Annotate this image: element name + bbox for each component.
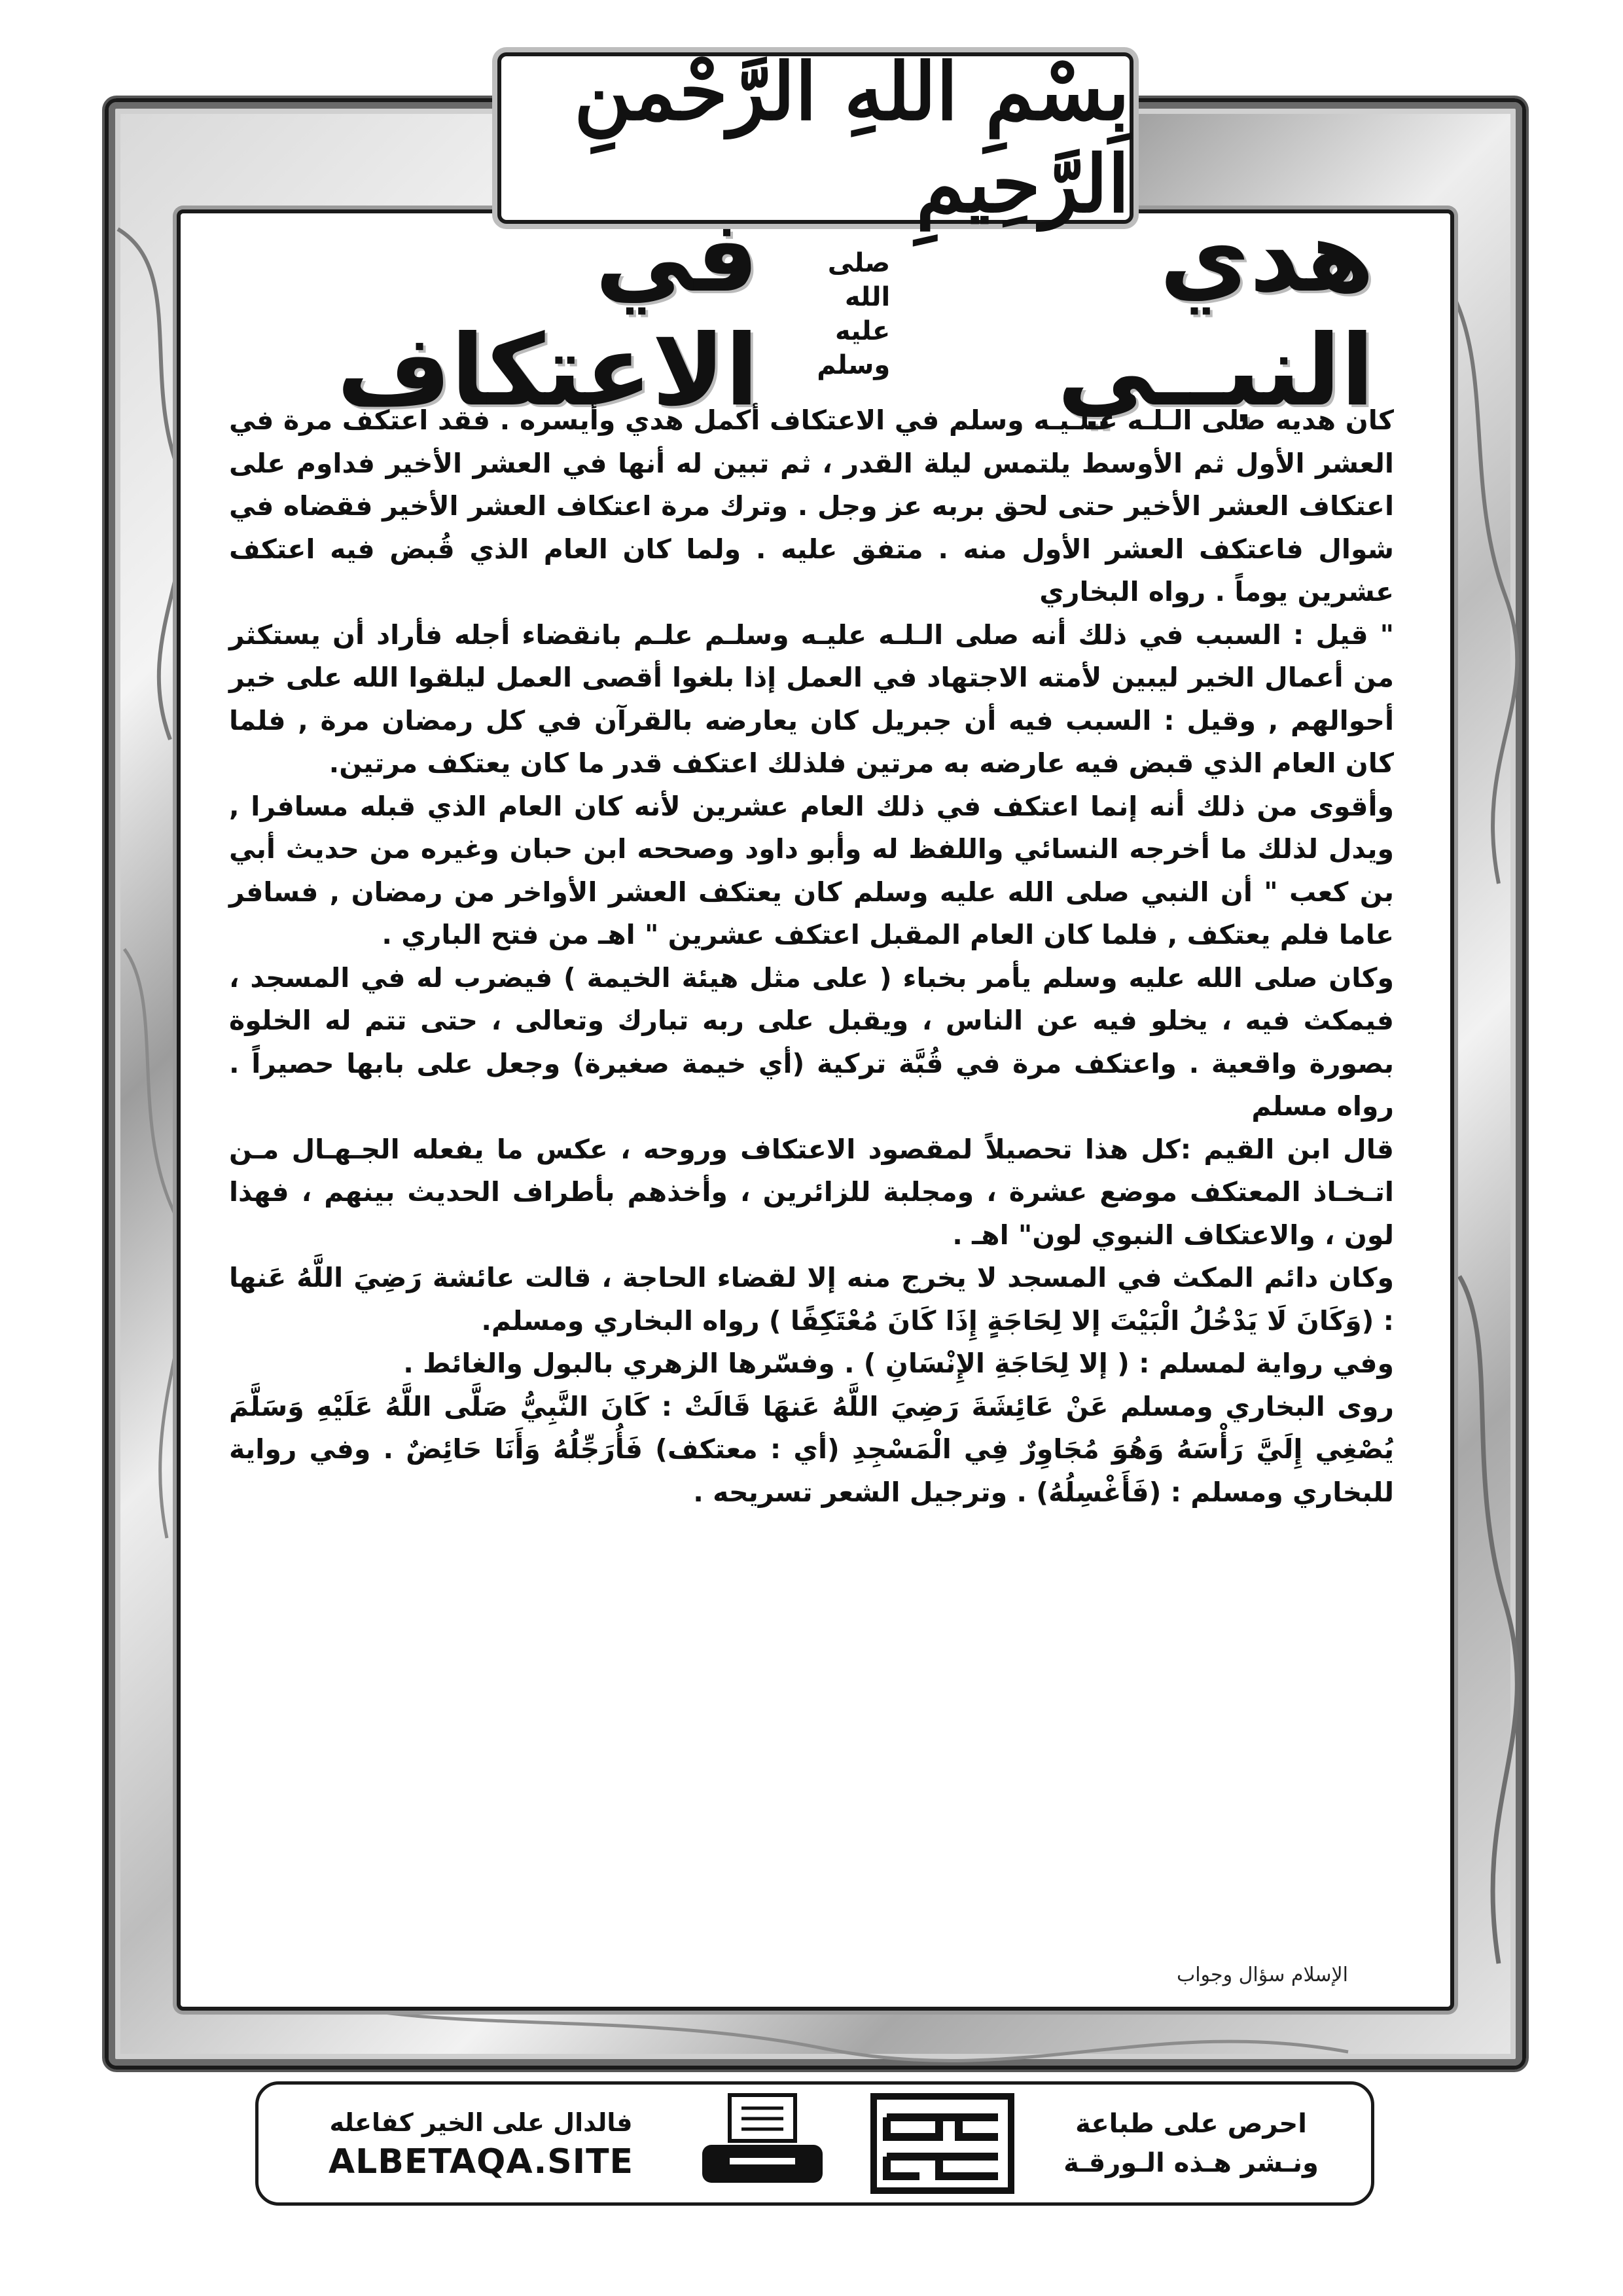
footer-site-block xyxy=(298,2104,664,2183)
print-reminder-line-1: احرص على طباعة xyxy=(1075,2109,1307,2139)
paragraph-8: روى البخاري ومسلم عَنْ عَائِشَةَ رَضِيَ اللَّهُ عَنهَا قَالَتْ : كَانَ النَّبِيُّ صَلَّى اللَّهُ عَلَيْهِ وَسَلَّمَ يُصْغِي إِلَيَّ رَأْسَهُ وَهُوَ مُجَاوِرٌ فِي الْمَسْجِدِ (أي : معتكف) فَأُرَجِّلُهُ وَأَنَا حَائِضٌ . وفي رواية للبخاري ومسلم : (فَأَغْسِلُهُ) . وترجيل الشعر تسريحه . xyxy=(229,1390,1394,1508)
paragraph-7: وفي رواية لمسلم : ( إلا لِحَاجَةِ الإِنْسَانِ ) . وفسّرها الزهري بالبول والغائط . xyxy=(403,1348,1394,1379)
print-reminder xyxy=(1050,2104,1332,2183)
paragraph-1: كان هديه صلى الـلـه عـلـيـه وسلم في الاعتكاف أكمل هدي وأيسره . فقد اعتكف مرة في العشر الأول ثم الأوسط يلتمس ليلة القدر ، ثم تبين له أنها في العشر الأخير فداوم على اعتكاف العشر الأخير حتى لحق بربه عز وجل . وترك مرة اعتكاف العشر الأخير فقضاه في شوال فاعتكف العشر الأول منه . متفق عليه . ولما كان العام الذي قُبض فيه اعتكف عشرين يوماً . رواه البخاري xyxy=(229,404,1394,607)
paragraph-3: وأقوى من ذلك أنه إنما اعتكف في ذلك العام عشرين لأنه كان العام الذي قبله مسافرا , ويدل لذلك ما أخرجه النسائي واللفظ له وأبو داود وصححه ابن حبان وغيره من حديث أبي بن كعب " أن النبي صلى الله عليه وسلم كان يعتكف العشر الأواخر من رمضان , فسافر عاما فلم يعتكف , فلما كان العام المقبل اعتكف عشرين " اهـ من فتح الباري . xyxy=(229,790,1394,950)
printer-icon xyxy=(690,2091,834,2196)
source-credit: الإسلام سؤال وجواب xyxy=(1176,1964,1348,1986)
salawat-line-2: عليه وسلم xyxy=(817,316,891,380)
footer-bar xyxy=(255,2081,1374,2206)
salawat-line-1: صلى الله xyxy=(827,248,891,312)
paragraph-4: وكان صلى الله عليه وسلم يأمر بخباء ( على مثل هيئة الخيمة ) فيضرب له في المسجد ، فيمكث فيه ، يخلو فيه عن الناس ، ويقبل على ربه تبارك وتعالى ، حتى تتم له الخلوة بصورة واقعية . واعتكف مرة في قُبَّة تركية (أي خيمة صغيرة) وجعل على بابها حصيراً . رواه مسلم xyxy=(229,961,1394,1122)
page-title xyxy=(249,200,1374,428)
paragraph-6: وكان دائم المكث في المسجد لا يخرج منه إلا لقضاء الحاجة ، قالت عائشة رَضِيَ اللَّهُ عَنها : (وَكَانَ لَا يَدْخُلُ الْبَيْتَ إلا لِحَاجَةٍ إِذَا كَانَ مُعْتَكِفًا ) رواه البخاري ومسلم. xyxy=(229,1262,1394,1336)
site-link[interactable]: ALBETAQA.SITE xyxy=(328,2142,634,2181)
salawat-mark xyxy=(777,246,890,382)
article-body xyxy=(229,399,1394,1514)
logo-lettering: دعوة الورقة xyxy=(919,2141,965,2151)
dawat-alwaraqa-logo xyxy=(861,2091,1024,2196)
paragraph-5: قال ابن القيم :كل هذا تحصيلاً لمقصود الاعتكاف وروحه ، عكس ما يفعله الجـهـال مـن اتـخـاذ المعتكف موضع عشرة ، ومجلبة للزائرين ، وأخذهم بأطراف الحديث بينهم ، فهذا لون ، والاعتكاف النبوي لون" اهـ . xyxy=(229,1133,1394,1251)
title-part-2: في الاعتكاف xyxy=(336,200,759,428)
basmala-text: بِسْمِ اللهِ الرَّحْمنِ الرَّحِيمِ xyxy=(574,46,1130,230)
footer-slogan: فالدال على الخير كفاعله xyxy=(329,2108,633,2137)
title-part-1: هدي النبــي xyxy=(1057,200,1374,428)
print-reminder-line-2: ونـشر هـذه الـورقـة xyxy=(1063,2148,1319,2178)
basmala-banner xyxy=(497,46,1133,230)
paragraph-2: " قيل : السبب في ذلك أنه صلى الـلـه عليـه وسلـم علـم بانقضاء أجله فأراد أن يستكثر من أعمال الخير ليبين لأمته الاجتهاد في العمل إذا بلغوا أقصى العمل ليلقوا الله على خير أحوالهم , وقيل : السبب فيه أن جبريل كان يعارضه بالقرآن في كل رمضان مرة , فلما كان العام الذي قبض فيه عارضه به مرتين فلذلك اعتكف قدر ما كان يعتكف مرتين. xyxy=(229,619,1394,779)
